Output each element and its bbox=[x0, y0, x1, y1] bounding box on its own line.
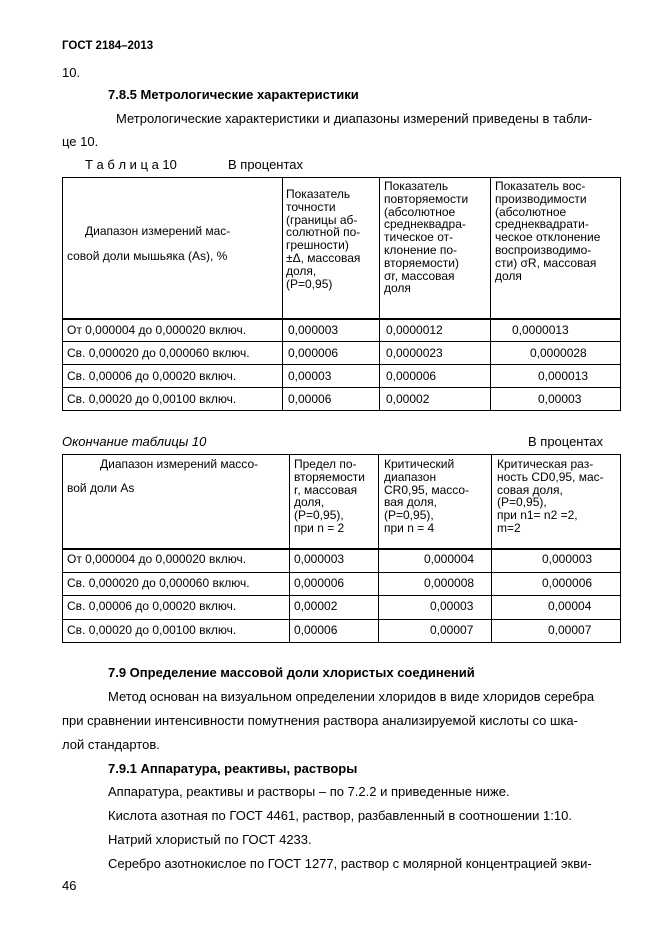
table-cell: 0,000006 bbox=[386, 369, 437, 383]
table-cell: 0,000004 bbox=[424, 552, 475, 566]
continued-text: 10. bbox=[62, 65, 81, 80]
table-cell: 0,00007 bbox=[430, 623, 474, 637]
table-header-repeatability: Показатель повторяемости (абсолютное среднеквадра- тическое от- клонение по- вторяемости) σr, массовая доля bbox=[384, 179, 469, 296]
table-cell: От 0,000004 до 0,000020 включ. bbox=[67, 552, 247, 566]
table-continuation-caption: Окончание таблицы 10 bbox=[62, 434, 207, 449]
table-cell: 0,0000023 bbox=[386, 346, 443, 360]
table-header-accuracy: Показатель точности (границы аб- солютной по- грешности) ±Δ, массовая доля, (P=0,95) bbox=[286, 187, 361, 291]
table-cell: 0,00003 bbox=[288, 369, 332, 383]
table-header-range: вой доли As bbox=[67, 481, 135, 495]
table-header-critical-difference: Критическая раз- ность CD0,95, мас- совая доля, (P=0,95), при n1= n2 =2, m=2 bbox=[497, 457, 604, 535]
table-cell: 0,00002 bbox=[386, 392, 430, 406]
paragraph-line: Аппаратура, реактивы и растворы – по 7.2.2 и приведенные ниже. bbox=[108, 784, 510, 799]
table-cell: 0,00004 bbox=[548, 599, 592, 613]
paragraph-line: Кислота азотная по ГОСТ 4461, раствор, разбавленный в соотношении 1:10. bbox=[108, 808, 572, 823]
table-cell: 0,000006 bbox=[294, 576, 345, 590]
table-cell: 0,000006 bbox=[288, 346, 339, 360]
section-7-9-title: 7.9 Определение массовой доли хлористых соединений bbox=[108, 665, 475, 680]
table-cell: 0,00006 bbox=[288, 392, 332, 406]
section-7-9-1-title: 7.9.1 Аппаратура, реактивы, растворы bbox=[108, 761, 358, 776]
page-number: 46 bbox=[62, 878, 77, 893]
table-header-reproducibility: Показатель вос- производимости (абсолютное среднеквадрати- ческое отклонение воспроизводимо- сти) σR, массовая доля bbox=[495, 179, 601, 283]
table-cell: 0,000008 bbox=[424, 576, 475, 590]
table-header-range: совой доли мышьяка (As), % bbox=[67, 249, 228, 263]
table-cell: 0,00003 bbox=[430, 599, 474, 613]
table-units: В процентах bbox=[528, 434, 604, 449]
table-header-range: Диапазон измерений мас- bbox=[85, 224, 231, 238]
paragraph-line: Серебро азотнокислое по ГОСТ 1277, раствор с молярной концентрацией экви- bbox=[108, 856, 592, 871]
table-cell: Св. 0,00020 до 0,00100 включ. bbox=[67, 392, 237, 406]
table-header-repeatability-limit: Предел по- вторяемости r, массовая доля, (P=0,95), при n = 2 bbox=[294, 457, 365, 535]
table-cell: Св. 0,000020 до 0,000060 включ. bbox=[67, 346, 250, 360]
table-cell: 0,0000028 bbox=[530, 346, 587, 360]
paragraph-line: Натрий хлористый по ГОСТ 4233. bbox=[108, 832, 312, 847]
table-cell: Св. 0,00020 до 0,00100 включ. bbox=[67, 623, 237, 637]
paragraph-line: це 10. bbox=[62, 134, 99, 149]
table-cell: От 0,000004 до 0,000020 включ. bbox=[67, 323, 247, 337]
table-header-range: Диапазон измерений массо- bbox=[100, 457, 259, 471]
table-cell: 0,00007 bbox=[548, 623, 592, 637]
document-header: ГОСТ 2184–2013 bbox=[62, 40, 154, 52]
table-cell: 0,000003 bbox=[288, 323, 339, 337]
section-7-8-5-title: 7.8.5 Метрологические характеристики bbox=[108, 87, 359, 102]
table-cell: 0,000003 bbox=[542, 552, 593, 566]
table-caption: Т а б л и ц а 10 bbox=[85, 157, 177, 172]
table-cell: 0,000006 bbox=[542, 576, 593, 590]
table-cell: 0,000013 bbox=[538, 369, 589, 383]
table-header-critical-range: Критический диапазон CR0,95, массо- вая доля, (P=0,95), при n = 4 bbox=[384, 457, 470, 535]
table-cell: 0,00003 bbox=[538, 392, 582, 406]
table-cell: 0,00002 bbox=[294, 599, 338, 613]
table-cell: Св. 0,00006 до 0,00020 включ. bbox=[67, 599, 237, 613]
paragraph-line: при сравнении интенсивности помутнения раствора анализируемой кислоты со шка- bbox=[62, 713, 578, 728]
table-units: В процентах bbox=[228, 157, 304, 172]
table-cell: Св. 0,000020 до 0,000060 включ. bbox=[67, 576, 250, 590]
paragraph-line: лой стандартов. bbox=[62, 737, 160, 752]
paragraph-line: Метрологические характеристики и диапазоны измерений приведены в табли- bbox=[116, 111, 593, 126]
table-cell: 0,0000013 bbox=[512, 323, 569, 337]
table-cell: 0,0000012 bbox=[386, 323, 443, 337]
table-cell: Св. 0,00006 до 0,00020 включ. bbox=[67, 369, 237, 383]
table-cell: 0,00006 bbox=[294, 623, 338, 637]
paragraph-line: Метод основан на визуальном определении хлоридов в виде хлоридов серебра bbox=[108, 689, 595, 704]
table-cell: 0,000003 bbox=[294, 552, 345, 566]
